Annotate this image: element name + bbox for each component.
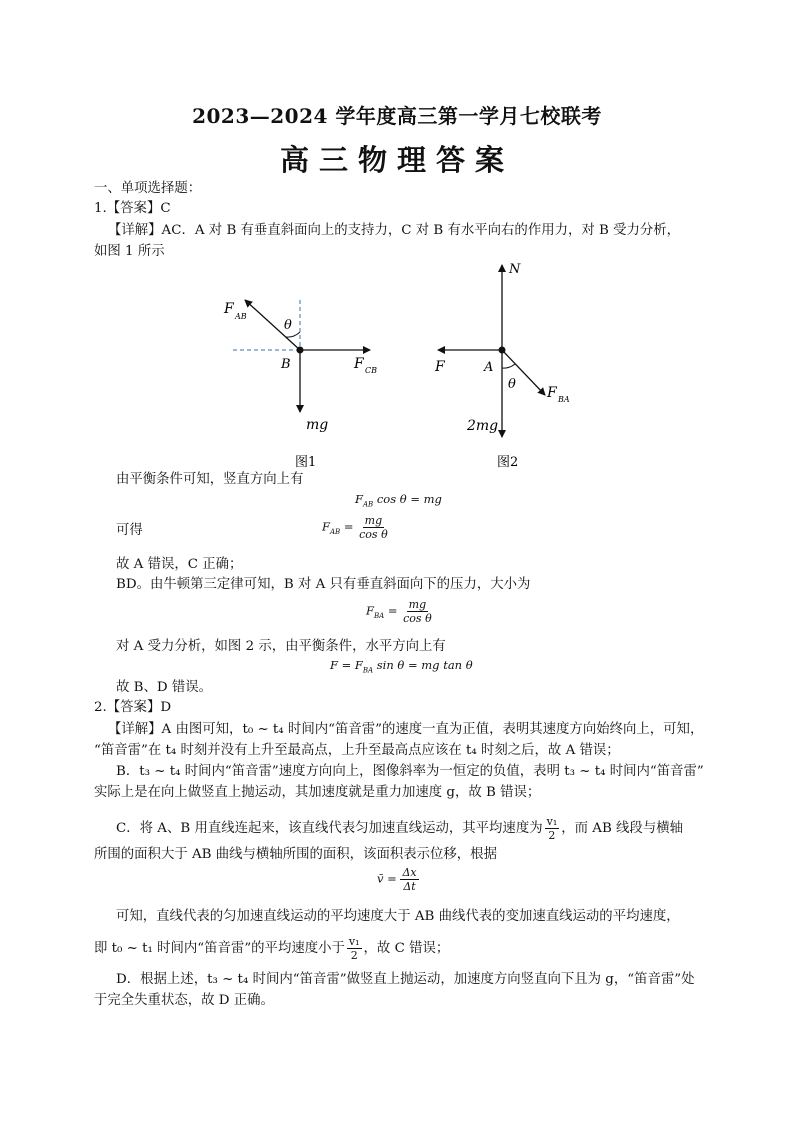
- fig1-fcb-sub: CB: [365, 366, 377, 375]
- q2-a-line1: 【详解】A 由图可知，t₀ ~ t₄ 时间内“笛音雷”的速度一直为正值，表明其速度方向始终向上，可知，: [108, 722, 704, 737]
- q1-vertical-line: 由平衡条件可知，竖直方向上有: [116, 472, 304, 487]
- q1-conclusion-1: 故 A 错误，C 正确；: [116, 557, 243, 572]
- fig1-mg-label: mg: [306, 417, 329, 433]
- q2-c-line3: 可知，直线代表的匀加速直线运动的平均速度大于 AB 曲线代表的变加速直线运动的平均速度，: [116, 909, 680, 924]
- q2-c-line1: C．将 A、B 用直线连起来，该直线代表匀加速直线运动，其平均速度为 $\frac{\text{v₁}}{2}$ ，而 AB 线段与横轴: [116, 815, 683, 842]
- q1-bd-line: BD。由牛顿第三定律可知，B 对 A 只有垂直斜面向下的压力，大小为: [116, 577, 531, 592]
- fig2-caption: 图2: [497, 455, 519, 470]
- q1-equation-1: $F_{AB}$ cos θ = mg: [355, 492, 442, 509]
- fig2-point-a: [499, 347, 506, 354]
- fig1-theta: θ: [284, 318, 292, 333]
- fig2-fba-label: F: [547, 385, 557, 401]
- q2-c-line4: 即 t₀ ~ t₁ 时间内“笛音雷”的平均速度小于 $\frac{\text{v₁}}{2}$ ，故 C 错误；: [94, 935, 450, 962]
- fig1-fab-sub: AB: [235, 312, 247, 321]
- q2-d-line2: 于完全失重状态，故 D 正确。: [94, 993, 274, 1008]
- fig1-fcb-label: F: [354, 356, 364, 372]
- q1-equation-4: $F = F_{BA}$ sin θ = mg tan θ: [330, 658, 473, 675]
- q1-equation-2: $F_{AB}$ = $\frac{mg}{\text{cos θ}}$: [322, 514, 388, 541]
- fig2-2mg-label: 2mg: [467, 418, 499, 434]
- fig2-a-label: A: [484, 360, 494, 375]
- q2-equation-5: v̄ = $\frac{\Delta x}{\Delta t}$: [377, 866, 417, 893]
- q2-c-line2: 所围的面积大于 AB 曲线与横轴所围的面积，该面积表示位移，根据: [94, 847, 497, 862]
- q2-answer: 2.【答案】D: [94, 700, 172, 715]
- q2-b-line2: 实际上是在向上做竖直上抛运动，其加速度就是重力加速度 g，故 B 错误；: [94, 785, 541, 800]
- q2-d-line1: D．根据上述，t₃ ~ t₄ 时间内“笛音雷”做竖直上抛运动，加速度方向竖直向下且为 g，“笛音雷”处: [116, 972, 695, 987]
- fig1-point-b: [297, 347, 304, 354]
- document-subtitle: 高三物理答案: [279, 143, 514, 177]
- fig2-angle-arc: [502, 364, 515, 368]
- q2-b-line1: B．t₃ ~ t₄ 时间内“笛音雷”速度方向向上，图像斜率为一恒定的负值，表明 t₃ ~ t₄ 时间内“笛音雷”: [116, 764, 704, 779]
- q1-equation-3: $F_{BA}$ = $\frac{mg}{\text{cos θ}}$: [366, 598, 432, 625]
- fig1-caption: 图1: [295, 455, 317, 470]
- q2-a-line2: “笛音雷”在 t₄ 时刻并没有上升至最高点，上升至最高点应该在 t₄ 时刻之后，故 A 错误；: [94, 743, 620, 758]
- q1-detail-line1: 【详解】AC．A 对 B 有垂直斜面向上的支持力，C 对 B 有水平向右的作用力，对 B 受力分析，: [108, 223, 681, 238]
- fig1-b-label: B: [281, 357, 291, 372]
- fig1-fab-label: F: [224, 301, 234, 317]
- figure-2: [434, 262, 570, 470]
- fig2-fba-sub: BA: [558, 395, 570, 404]
- section-heading: 一、单项选择题：: [94, 181, 202, 196]
- q1-detail-line2: 如图 1 所示: [94, 244, 165, 259]
- force-diagrams: [0, 255, 794, 470]
- q1-kede: 可得: [116, 523, 143, 538]
- q1-answer: 1.【答案】C: [94, 201, 171, 216]
- q1-conclusion-2: 故 B、D 错误。: [116, 680, 213, 695]
- figure-1: [223, 300, 377, 470]
- fig2-theta: θ: [508, 377, 516, 392]
- fig2-f-label: F: [435, 359, 445, 375]
- q1-a-line: 对 A 受力分析，如图 2 示，由平衡条件，水平方向上有: [116, 639, 446, 654]
- fig2-n-label: N: [509, 262, 521, 277]
- document-title: 2023—2024 学年度高三第一学月七校联考: [192, 104, 602, 128]
